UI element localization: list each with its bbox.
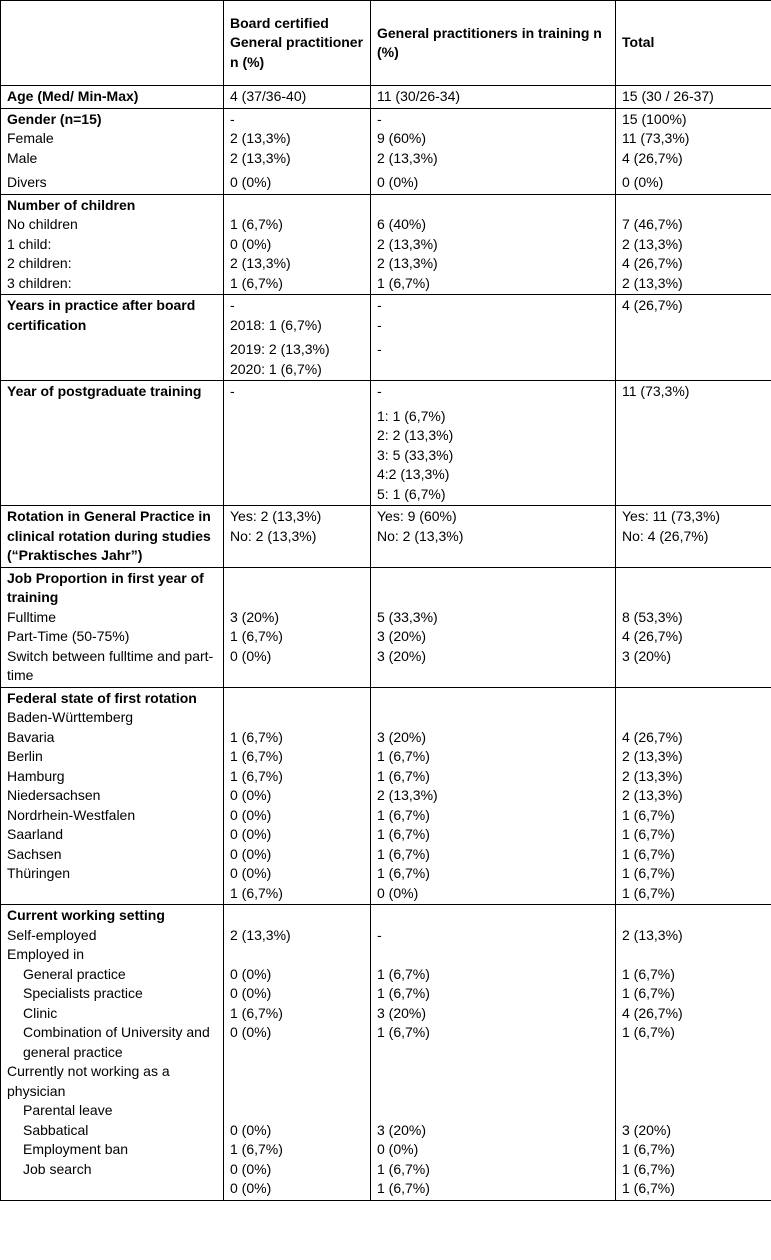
- postgrad-total: 11 (73,3%): [616, 381, 771, 506]
- age-board: 4 (37/36-40): [224, 86, 371, 109]
- header-board: Board certified General practitioner n (%): [224, 1, 371, 86]
- federal-total-7: 1 (6,7%): [622, 865, 675, 881]
- notworking-label-2: Employment ban: [23, 1141, 129, 1157]
- children-board-0: 1 (6,7%): [230, 216, 283, 232]
- gender-female-label: Female: [7, 130, 54, 146]
- rotation-training-yes: Yes: 9 (60%): [377, 508, 457, 524]
- job-board-2: 0 (0%): [230, 647, 272, 664]
- federal-training-0: 3 (20%): [377, 728, 427, 745]
- postgrad-training-cell: [371, 381, 616, 506]
- federal-label-5: Nordrhein-Westfalen: [7, 806, 136, 823]
- gender-male-training: 2 (13,3%): [377, 149, 438, 166]
- gender-divers-total: 0 (0%): [622, 174, 664, 190]
- working-training-cell: [371, 905, 616, 1201]
- job-row: [1, 567, 771, 687]
- gender-female-board: 2 (13,3%): [230, 130, 291, 146]
- federal-training-3: 2 (13,3%): [377, 787, 438, 803]
- children-row: [1, 194, 771, 295]
- federal-total-5: 1 (6,7%): [622, 826, 675, 842]
- working-notworking-label: Currently not working as a physician: [7, 1063, 170, 1099]
- children-training-0: 6 (40%): [377, 216, 427, 232]
- years-practice-label: Years in practice after board certification: [1, 295, 224, 381]
- years-board-2: 2019: 2 (13,3%): [230, 341, 330, 357]
- age-training: 11 (30/26-34): [371, 86, 616, 109]
- postgrad-training-5: 5: 1 (6,7%): [377, 485, 446, 502]
- employed-training-3: 1 (6,7%): [377, 1024, 430, 1040]
- job-training-1: 3 (20%): [377, 628, 427, 644]
- employed-board-3: 0 (0%): [230, 1024, 272, 1040]
- federal-row: [1, 687, 771, 905]
- job-training-cell: [371, 567, 616, 687]
- federal-label-8: Thüringen: [7, 865, 71, 881]
- notworking-total-3: 1 (6,7%): [622, 1180, 675, 1196]
- postgrad-training-3: 3: 5 (33,3%): [377, 446, 454, 463]
- working-label-cell: [1, 905, 224, 1201]
- children-training-cell: [371, 194, 616, 295]
- notworking-item-2: [7, 1140, 217, 1160]
- working-self-total: 2 (13,3%): [622, 926, 683, 943]
- header-empty: [1, 1, 224, 86]
- list-dash: [7, 1121, 23, 1141]
- notworking-training-1: 0 (0%): [377, 1141, 419, 1157]
- postgrad-board: -: [224, 381, 371, 506]
- postgrad-training-2: 2: 2 (13,3%): [377, 427, 454, 443]
- gender-label-cell: [1, 108, 224, 194]
- notworking-item-0: [7, 1101, 217, 1121]
- notworking-item-3: [7, 1160, 217, 1180]
- federal-label-1: Bavaria: [7, 728, 55, 745]
- list-dash: [7, 1023, 23, 1043]
- rotation-board-yes: Yes: 2 (13,3%): [230, 508, 322, 524]
- children-label-2: 2 children:: [7, 255, 72, 271]
- federal-training-1: 1 (6,7%): [377, 748, 430, 764]
- job-training-2: 3 (20%): [377, 647, 427, 664]
- postgrad-label: Year of postgraduate training: [1, 381, 224, 506]
- employed-item-1: [7, 984, 217, 1004]
- federal-total-0: 4 (26,7%): [622, 728, 683, 745]
- federal-board-2: 1 (6,7%): [230, 767, 283, 784]
- years-practice-training-cell: [371, 295, 616, 381]
- federal-board-8: 1 (6,7%): [230, 884, 283, 901]
- notworking-board-3: 0 (0%): [230, 1180, 272, 1196]
- age-row: [1, 86, 771, 109]
- gender-title: Gender (n=15): [7, 110, 102, 127]
- children-board-3: 1 (6,7%): [230, 274, 283, 291]
- years-practice-row: [1, 295, 771, 381]
- federal-label-2: Berlin: [7, 748, 43, 764]
- federal-label-cell: [1, 687, 224, 905]
- employed-total-0: 1 (6,7%): [622, 965, 675, 982]
- employed-label-0: General practice: [23, 965, 126, 982]
- rotation-row: [1, 506, 771, 568]
- gender-male-label: Male: [7, 149, 38, 166]
- gender-head-total: 15 (100%): [622, 110, 687, 127]
- postgrad-training-0: -: [377, 383, 382, 399]
- notworking-label-3: Job search: [23, 1160, 92, 1177]
- federal-total-8: 1 (6,7%): [622, 884, 675, 901]
- notworking-training-0: 3 (20%): [377, 1121, 427, 1138]
- children-total-0: 7 (46,7%): [622, 216, 683, 232]
- list-dash: [7, 1140, 23, 1160]
- federal-label-4: Niedersachsen: [7, 787, 101, 803]
- gender-female-total: 11 (73,3%): [622, 130, 690, 146]
- notworking-label-0: Parental leave: [23, 1102, 113, 1118]
- job-training-0: 5 (33,3%): [377, 608, 438, 625]
- working-title: Current working setting: [7, 907, 165, 923]
- working-self-label: Self-employed: [7, 926, 97, 943]
- working-board-cell: [224, 905, 371, 1201]
- children-board-2: 2 (13,3%): [230, 255, 291, 271]
- years-training-1: -: [377, 316, 382, 333]
- job-label-cell: [1, 567, 224, 687]
- years-practice-board-cell: [224, 295, 371, 381]
- postgrad-row: [1, 381, 771, 506]
- children-total-2: 4 (26,7%): [622, 255, 683, 271]
- employed-total-3: 1 (6,7%): [622, 1024, 675, 1040]
- job-board-cell: [224, 567, 371, 687]
- gender-board-cell: [224, 108, 371, 194]
- gender-male-board: 2 (13,3%): [230, 149, 291, 166]
- list-dash: [7, 1160, 23, 1180]
- years-training-0: -: [377, 297, 382, 313]
- job-total-2: 3 (20%): [622, 647, 672, 664]
- federal-board-1: 1 (6,7%): [230, 748, 283, 764]
- working-self-board: 2 (13,3%): [230, 926, 291, 943]
- federal-label-7: Sachsen: [7, 845, 62, 862]
- gender-head-training: -: [377, 110, 382, 127]
- notworking-label-1: Sabbatical: [23, 1121, 89, 1138]
- children-training-1: 2 (13,3%): [377, 235, 438, 252]
- gender-male-total: 4 (26,7%): [622, 149, 683, 166]
- employed-total-1: 1 (6,7%): [622, 985, 675, 1001]
- rotation-total-cell: [616, 506, 771, 568]
- federal-board-4: 0 (0%): [230, 806, 272, 823]
- children-training-3: 1 (6,7%): [377, 274, 430, 291]
- notworking-board-2: 0 (0%): [230, 1160, 272, 1177]
- federal-total-1: 2 (13,3%): [622, 748, 683, 764]
- notworking-total-2: 1 (6,7%): [622, 1160, 675, 1177]
- list-dash: [7, 984, 23, 1004]
- postgrad-training-4: 4:2 (13,3%): [377, 466, 450, 482]
- list-dash: [7, 1004, 23, 1024]
- children-total-1: 2 (13,3%): [622, 235, 683, 252]
- list-dash: [7, 965, 23, 985]
- job-total-1: 4 (26,7%): [622, 628, 683, 644]
- gender-female-training: 9 (60%): [377, 130, 427, 146]
- rotation-training-no: No: 2 (13,3%): [377, 527, 464, 544]
- gender-divers-training: 0 (0%): [377, 174, 419, 190]
- federal-training-6: 1 (6,7%): [377, 845, 430, 862]
- federal-label-3: Hamburg: [7, 767, 65, 784]
- employed-item-3: [7, 1023, 217, 1062]
- rotation-label: Rotation in General Practice in clinical rotation during studies (“Praktisches Jahr”): [1, 506, 224, 568]
- federal-board-0: 1 (6,7%): [230, 728, 283, 745]
- employed-training-1: 1 (6,7%): [377, 985, 430, 1001]
- federal-total-4: 1 (6,7%): [622, 806, 675, 823]
- header-training: General practitioners in training n (%): [371, 1, 616, 86]
- gender-training-cell: [371, 108, 616, 194]
- federal-board-5: 0 (0%): [230, 826, 272, 842]
- years-board-3: 2020: 1 (6,7%): [230, 360, 322, 377]
- years-practice-total: 4 (26,7%): [616, 295, 771, 381]
- federal-total-3: 2 (13,3%): [622, 787, 683, 803]
- federal-total-cell: [616, 687, 771, 905]
- employed-total-2: 4 (26,7%): [622, 1004, 683, 1021]
- children-total-cell: [616, 194, 771, 295]
- years-board-1: 2018: 1 (6,7%): [230, 316, 322, 333]
- rotation-total-no: No: 4 (26,7%): [622, 527, 709, 544]
- header-total: Total: [616, 1, 771, 86]
- employed-training-2: 3 (20%): [377, 1004, 427, 1021]
- years-training-2: -: [377, 341, 382, 357]
- federal-board-7: 0 (0%): [230, 865, 272, 881]
- list-dash: [7, 1101, 23, 1121]
- federal-board-cell: [224, 687, 371, 905]
- years-board-0: -: [230, 297, 235, 313]
- notworking-board-0: 0 (0%): [230, 1121, 272, 1138]
- notworking-total-1: 1 (6,7%): [622, 1141, 675, 1157]
- job-board-0: 3 (20%): [230, 608, 280, 625]
- children-label-3: 3 children:: [7, 274, 72, 291]
- employed-board-0: 0 (0%): [230, 965, 272, 982]
- notworking-total-0: 3 (20%): [622, 1121, 672, 1138]
- children-label-1: 1 child:: [7, 235, 52, 252]
- children-total-3: 2 (13,3%): [622, 274, 683, 291]
- header-row: [1, 1, 771, 86]
- gender-total-cell: [616, 108, 771, 194]
- federal-training-2: 1 (6,7%): [377, 767, 430, 784]
- children-label-cell: [1, 194, 224, 295]
- working-self-training: -: [377, 926, 382, 943]
- rotation-total-yes: Yes: 11 (73,3%): [622, 508, 721, 524]
- postgrad-training-1: 1: 1 (6,7%): [377, 407, 446, 424]
- federal-training-4: 1 (6,7%): [377, 806, 430, 823]
- job-board-1: 1 (6,7%): [230, 628, 283, 644]
- federal-training-8: 0 (0%): [377, 884, 419, 901]
- employed-training-0: 1 (6,7%): [377, 965, 430, 982]
- employed-item-2: [7, 1004, 217, 1024]
- children-title: Number of children: [7, 196, 136, 213]
- gender-row: [1, 108, 771, 194]
- job-label-1: Part-Time (50-75%): [7, 628, 130, 644]
- notworking-training-3: 1 (6,7%): [377, 1180, 430, 1196]
- gender-head-board: -: [230, 110, 235, 127]
- rotation-training-cell: [371, 506, 616, 568]
- federal-total-2: 2 (13,3%): [622, 767, 683, 784]
- federal-training-7: 1 (6,7%): [377, 865, 430, 881]
- rotation-board-no: No: 2 (13,3%): [230, 527, 317, 544]
- working-total-cell: [616, 905, 771, 1201]
- job-total-0: 8 (53,3%): [622, 608, 683, 625]
- federal-label-0: Baden-Württemberg: [7, 709, 134, 725]
- age-label: Age (Med/ Min-Max): [1, 86, 224, 109]
- employed-board-1: 0 (0%): [230, 985, 272, 1001]
- notworking-item-1: [7, 1121, 217, 1141]
- children-board-cell: [224, 194, 371, 295]
- notworking-board-1: 1 (6,7%): [230, 1141, 283, 1157]
- children-label-0: No children: [7, 216, 78, 232]
- federal-training-cell: [371, 687, 616, 905]
- employed-label-3: Combination of University and general practice: [23, 1024, 210, 1060]
- federal-training-5: 1 (6,7%): [377, 826, 430, 842]
- federal-total-6: 1 (6,7%): [622, 845, 675, 862]
- employed-label-2: Clinic: [23, 1004, 58, 1021]
- employed-board-2: 1 (6,7%): [230, 1004, 283, 1021]
- rotation-board-cell: [224, 506, 371, 568]
- notworking-training-2: 1 (6,7%): [377, 1160, 430, 1177]
- federal-title: Federal state of first rotation: [7, 689, 197, 706]
- children-training-2: 2 (13,3%): [377, 255, 438, 271]
- working-employed-label: Employed in: [7, 946, 85, 962]
- job-total-cell: [616, 567, 771, 687]
- children-board-1: 0 (0%): [230, 235, 272, 252]
- age-total: 15 (30 / 26-37): [616, 86, 771, 109]
- federal-label-6: Saarland: [7, 826, 64, 842]
- gender-divers-label: Divers: [7, 174, 47, 190]
- employed-label-1: Specialists practice: [23, 985, 143, 1001]
- federal-board-6: 0 (0%): [230, 845, 272, 862]
- job-label-2: Switch between fulltime and part-time: [7, 647, 214, 683]
- federal-board-3: 0 (0%): [230, 787, 272, 803]
- job-label-0: Fulltime: [7, 608, 57, 625]
- gender-divers-board: 0 (0%): [230, 174, 272, 190]
- job-title: Job Proportion in first year of training: [7, 569, 204, 605]
- employed-item-0: [7, 965, 217, 985]
- working-row: [1, 905, 771, 1201]
